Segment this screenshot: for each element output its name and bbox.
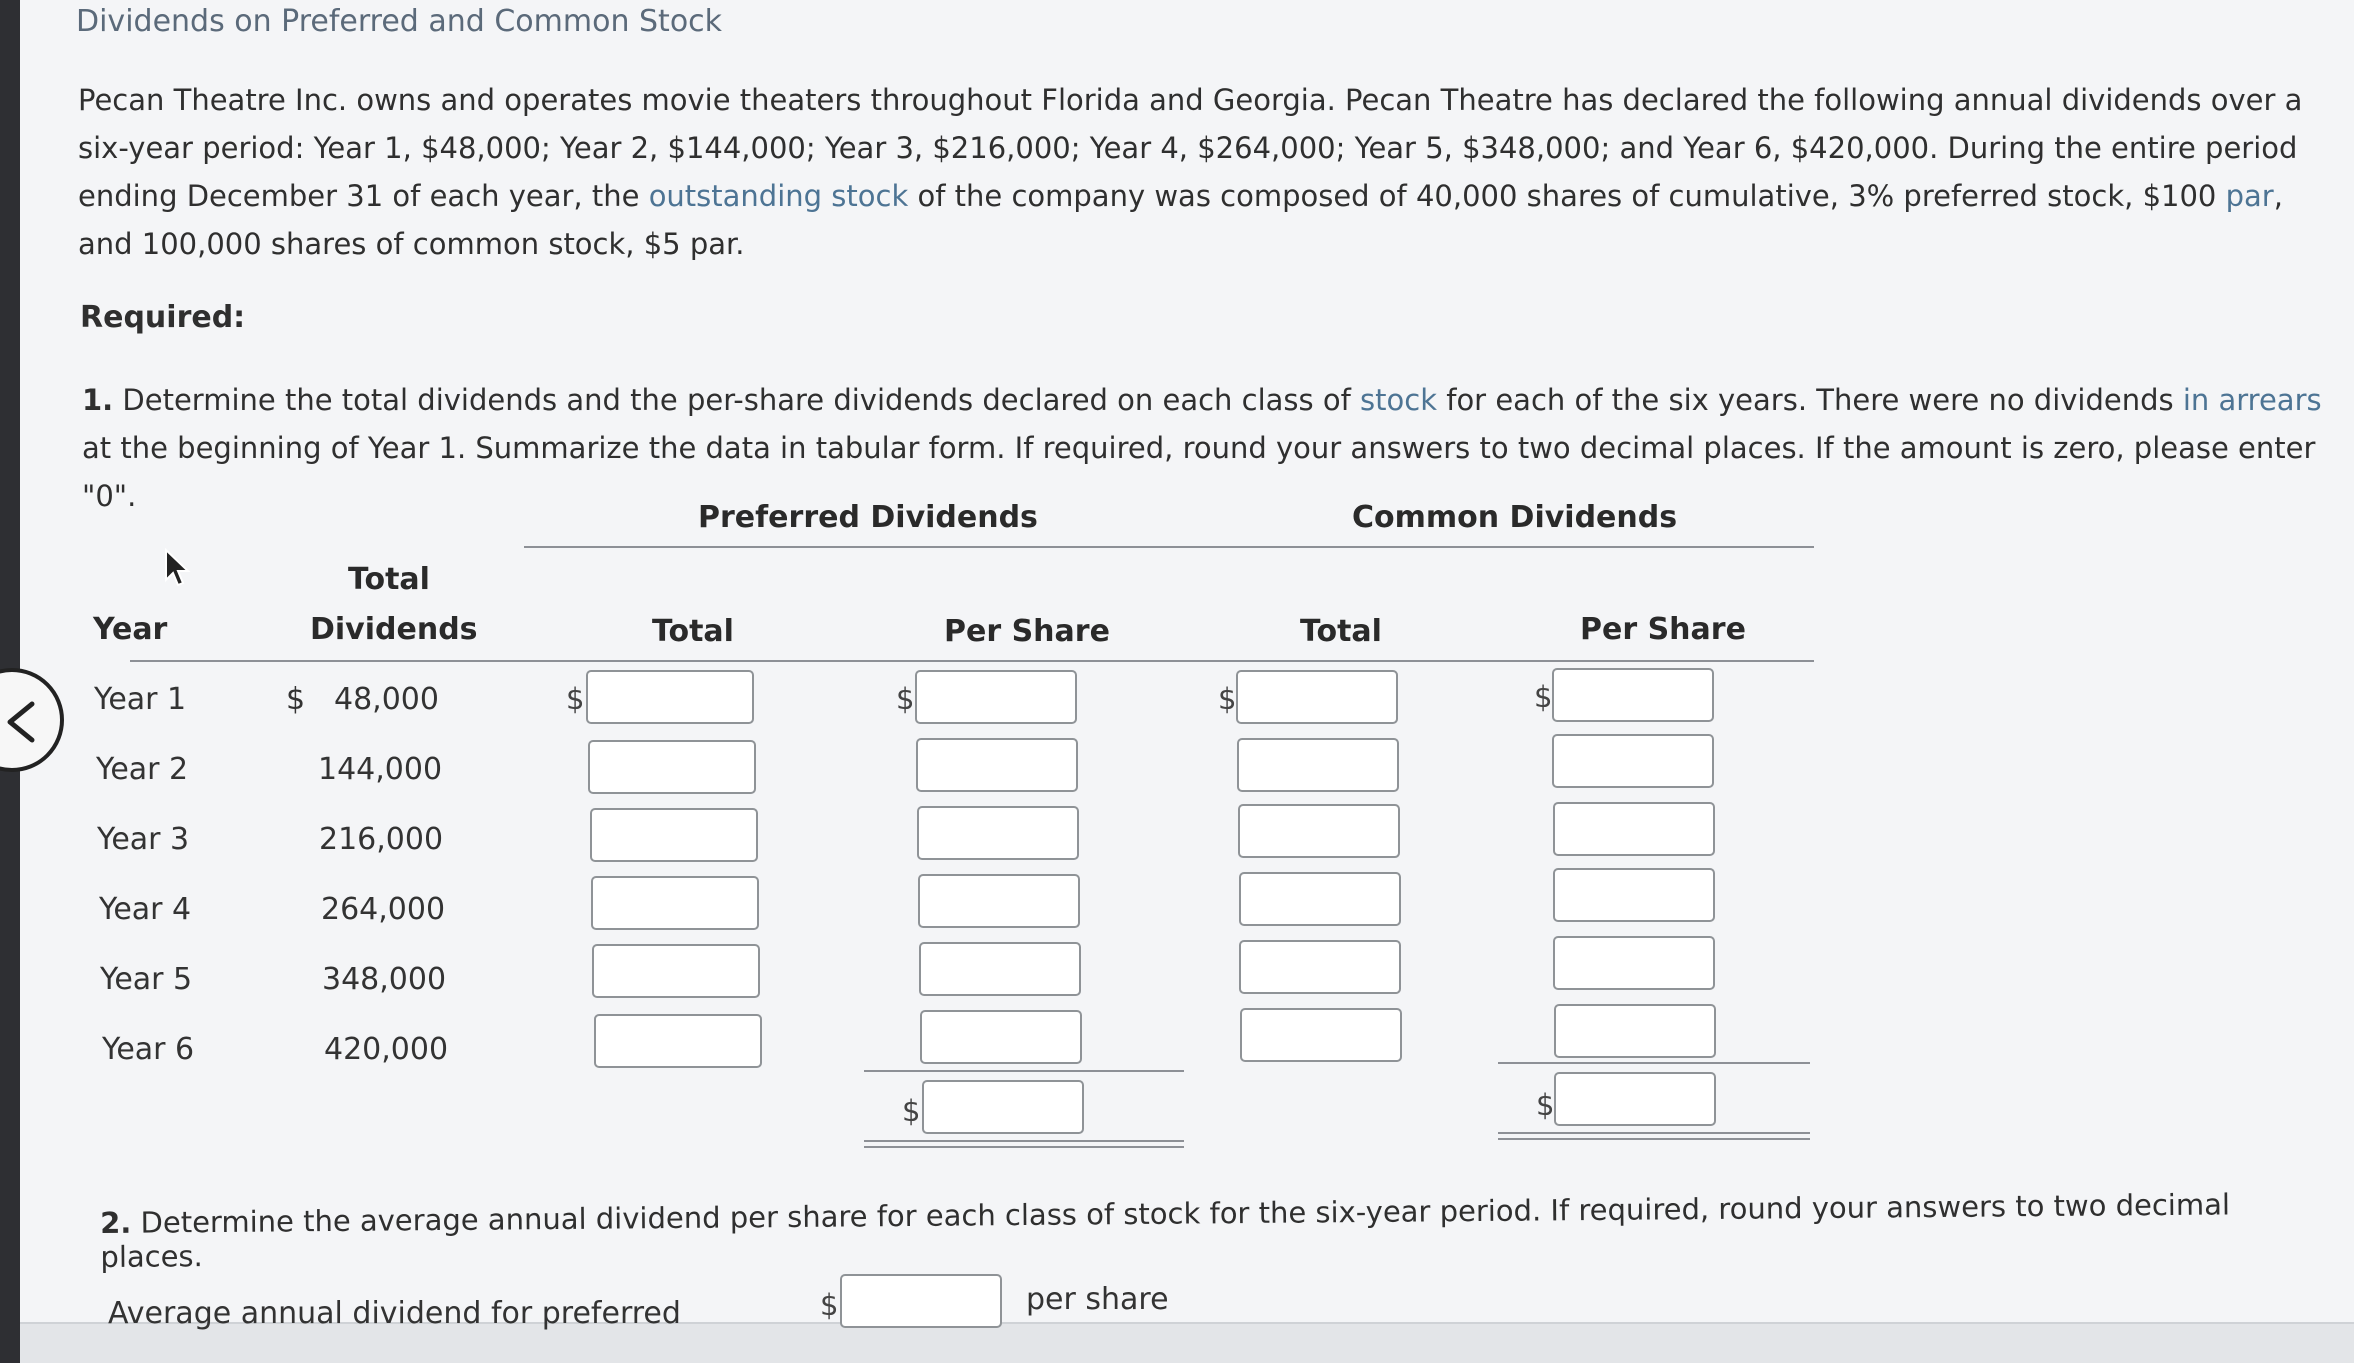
preferred-per-share-input-year-5[interactable] xyxy=(919,942,1081,996)
question-1-text-2: for each of the six years. There were no dividends xyxy=(1437,383,2183,417)
common-per-share-input-year-3[interactable] xyxy=(1553,802,1715,856)
preferred-per-share-input-year-2[interactable] xyxy=(916,738,1078,792)
total-dividends-value: 216,000 xyxy=(319,822,444,857)
group-header-rule xyxy=(524,546,1814,548)
question-2-number: 2. xyxy=(100,1205,132,1240)
average-preferred-currency: $ xyxy=(820,1288,839,1322)
common-per-share-subtotal-rule xyxy=(1498,1062,1810,1064)
common-double-rule-top xyxy=(1498,1132,1810,1134)
preferred-total-input-year-1[interactable] xyxy=(586,670,754,724)
common-total-input-year-6[interactable] xyxy=(1240,1008,1402,1062)
total-dividends-value: 264,000 xyxy=(321,892,446,927)
total-dividends-value: 348,000 xyxy=(322,962,447,997)
common-per-share-total-currency: $ xyxy=(1536,1088,1555,1122)
common-total-input-year-1[interactable] xyxy=(1236,670,1398,724)
common-per-share-input-year-2[interactable] xyxy=(1552,734,1714,788)
average-preferred-input[interactable] xyxy=(840,1274,1002,1328)
question-2-text: Determine the average annual dividend per share for each class of stock for the six-year period. If required, round your answers to two decimal places. xyxy=(100,1187,2231,1274)
common-total-currency: $ xyxy=(1218,682,1237,716)
common-total-input-year-3[interactable] xyxy=(1238,804,1400,858)
common-per-share-input-year-6[interactable] xyxy=(1554,1004,1716,1058)
outstanding-stock-link[interactable]: outstanding stock xyxy=(648,179,909,213)
common-per-share-total-input[interactable] xyxy=(1554,1072,1716,1126)
total-dividends-currency: $ xyxy=(286,682,306,717)
common-per-share-input-year-4[interactable] xyxy=(1553,868,1715,922)
preferred-double-rule-top xyxy=(864,1140,1184,1142)
total-dividends-value: 144,000 xyxy=(318,752,443,787)
header-common-dividends: Common Dividends xyxy=(1352,500,1678,535)
preferred-per-share-currency: $ xyxy=(896,682,915,716)
section-title: Dividends on Preferred and Common Stock xyxy=(76,4,723,39)
preferred-per-share-total-input[interactable] xyxy=(922,1080,1084,1134)
problem-intro xyxy=(78,76,2328,268)
arrears-link[interactable]: in arrears xyxy=(2182,383,2322,417)
header-year: Year xyxy=(93,612,168,647)
common-double-rule-bottom xyxy=(1498,1138,1810,1140)
year-label: Year 3 xyxy=(97,822,190,857)
preferred-per-share-input-year-1[interactable] xyxy=(915,670,1077,724)
header-preferred-per-share: Per Share xyxy=(944,614,1110,649)
intro-text-1: Pecan Theatre Inc. owns and operates movie theaters throughout Florida and Georgia. Pecan Theatre has declared the following annual dividends over a six-year period: Year 1, $48,000; Year 2, $144,000; Year 3, $216,000; Year 4, $264,000; Year 5, $348,000; and Year 6, $420,000. During the entire period ending December 31 of each year, the xyxy=(78,83,2303,213)
common-per-share-input-year-1[interactable] xyxy=(1552,668,1714,722)
year-label: Year 4 xyxy=(99,892,192,927)
common-per-share-currency: $ xyxy=(1534,680,1553,714)
header-common-total: Total xyxy=(1300,614,1382,649)
total-dividends-value: 48,000 xyxy=(334,682,439,717)
chevron-left-icon xyxy=(4,700,38,744)
preferred-total-input-year-5[interactable] xyxy=(592,944,760,998)
total-dividends-value: 420,000 xyxy=(324,1032,449,1067)
intro-text-3: , and 100,000 shares of common stock, $5 par. xyxy=(78,179,2283,261)
column-header-rule xyxy=(130,660,1814,662)
question-1 xyxy=(82,376,2332,520)
header-common-per-share: Per Share xyxy=(1580,612,1746,647)
par-link[interactable]: par xyxy=(2225,179,2274,213)
question-1-number: 1. xyxy=(82,383,114,417)
preferred-per-share-subtotal-rule xyxy=(864,1070,1184,1072)
preferred-per-share-total-currency: $ xyxy=(902,1094,921,1128)
common-per-share-input-year-5[interactable] xyxy=(1553,936,1715,990)
common-total-input-year-5[interactable] xyxy=(1239,940,1401,994)
preferred-total-input-year-2[interactable] xyxy=(588,740,756,794)
preferred-per-share-input-year-4[interactable] xyxy=(918,874,1080,928)
common-total-input-year-2[interactable] xyxy=(1237,738,1399,792)
preferred-total-input-year-4[interactable] xyxy=(591,876,759,930)
preferred-per-share-input-year-6[interactable] xyxy=(920,1010,1082,1064)
stock-link[interactable]: stock xyxy=(1360,383,1438,417)
year-label: Year 5 xyxy=(100,962,193,997)
required-heading: Required: xyxy=(80,300,246,335)
header-preferred-total: Total xyxy=(652,614,734,649)
question-1-text-3: at the beginning of Year 1. Summarize the data in tabular form. If required, round your answers to two decimal places. If the amount is zero, please enter "0". xyxy=(82,431,2316,513)
intro-text-2: of the company was composed of 40,000 shares of cumulative, 3% preferred stock, $100 xyxy=(908,179,2226,213)
year-label: Year 2 xyxy=(96,752,189,787)
question-1-text-1: Determine the total dividends and the per-share dividends declared on each class of xyxy=(113,383,1361,417)
header-total-dividends-line2: Dividends xyxy=(310,612,478,647)
preferred-total-input-year-6[interactable] xyxy=(594,1014,762,1068)
common-total-input-year-4[interactable] xyxy=(1239,872,1401,926)
average-preferred-label: Average annual dividend for preferred xyxy=(108,1296,681,1331)
header-preferred-dividends: Preferred Dividends xyxy=(698,500,1038,535)
preferred-per-share-input-year-3[interactable] xyxy=(917,806,1079,860)
preferred-total-currency: $ xyxy=(566,682,585,716)
year-label: Year 6 xyxy=(102,1032,195,1067)
year-label: Year 1 xyxy=(94,682,187,717)
header-total-dividends-line1: Total xyxy=(348,562,430,597)
per-share-label: per share xyxy=(1026,1282,1169,1317)
mouse-cursor-icon xyxy=(164,548,192,588)
preferred-total-input-year-3[interactable] xyxy=(590,808,758,862)
preferred-double-rule-bottom xyxy=(864,1146,1184,1148)
